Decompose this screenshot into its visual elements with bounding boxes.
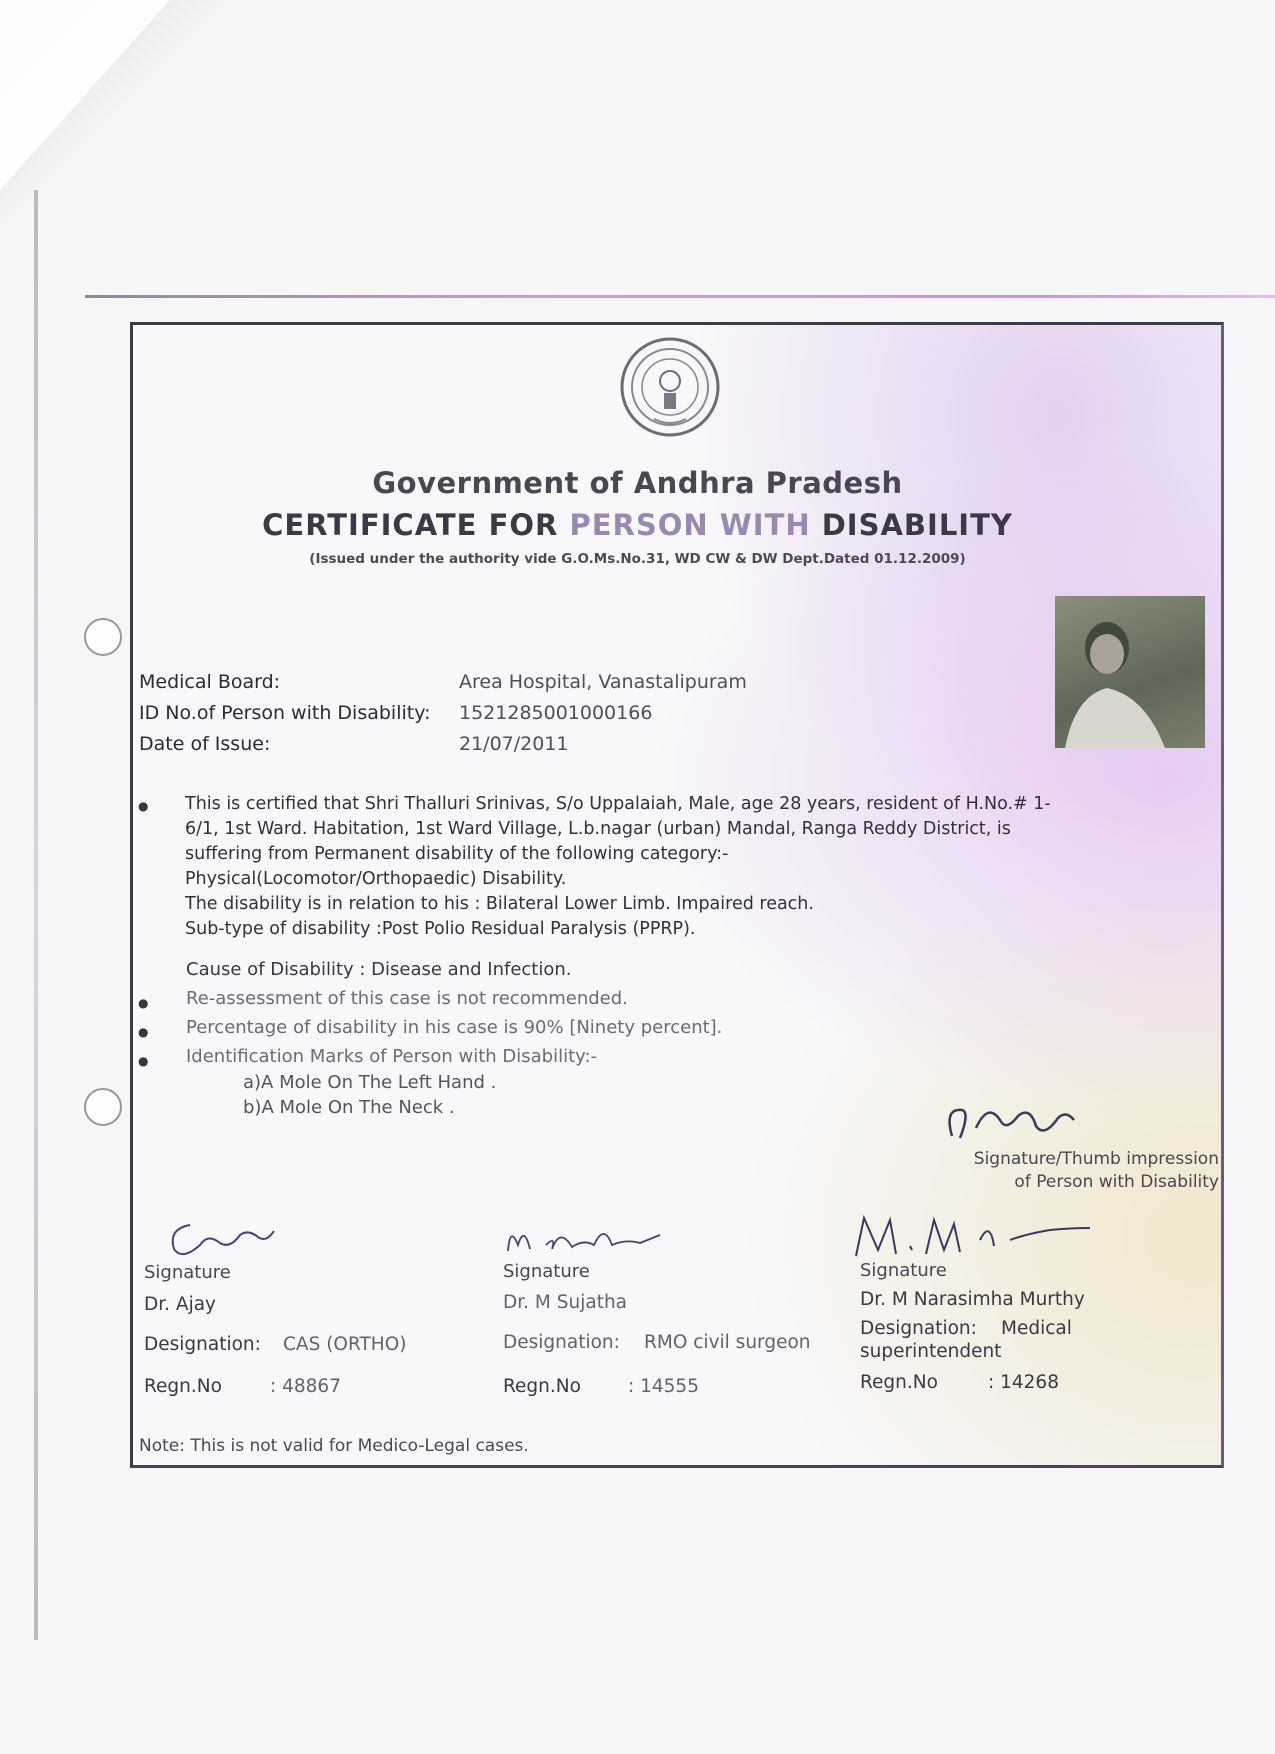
person-silhouette-icon [1055, 596, 1205, 748]
regn-value: : 48867 [270, 1376, 341, 1397]
bullet: ● [138, 1025, 149, 1039]
doctor-name: Dr. M Sujatha [503, 1292, 628, 1313]
medical-board-label: Medical Board: [139, 671, 281, 693]
percentage-line: Percentage of disability in his case is 90% [Ninety percent]. [186, 1017, 723, 1038]
cert-line: suffering from Permanent disability of the following category:- [185, 844, 729, 864]
designation-value: CAS (ORTHO) [283, 1334, 407, 1355]
designation-label: Designation: [144, 1334, 261, 1355]
punch-hole [84, 618, 122, 656]
cert-line: This is certified that Shri Thalluri Srinivas, S/o Uppalaiah, Male, age 28 years, resident of H.No.# 1- [185, 794, 1051, 814]
identification-mark-a: a)A Mole On The Left Hand . [243, 1072, 497, 1093]
cert-line: The disability is in relation to his : Bilateral Lower Limb. Impaired reach. [185, 894, 814, 914]
cert-line: 6/1, 1st Ward. Habitation, 1st Ward Village, L.b.nagar (urban) Mandal, Ranga Reddy District, is [185, 819, 1011, 839]
signature-label: Signature [144, 1262, 231, 1283]
date-label: Date of Issue: [139, 733, 271, 755]
cause-of-disability: Cause of Disability : Disease and Infection. [186, 959, 572, 980]
designation-value: RMO civil surgeon [644, 1332, 811, 1353]
signature-label: Signature [860, 1260, 947, 1281]
certification-paragraph [185, 792, 1180, 942]
top-rule [85, 295, 1275, 298]
doctor-signature-scribble [500, 1215, 700, 1261]
identification-marks-heading: Identification Marks of Person with Disability:- [186, 1046, 598, 1067]
regn-value: : 14268 [988, 1372, 1059, 1393]
authority-line: (Issued under the authority vide G.O.Ms.No.31, WD CW & DW Dept.Dated 01.12.2009) [309, 551, 966, 567]
doctor-name: Dr. M Narasimha Murthy [860, 1289, 1085, 1310]
cert-line: Physical(Locomotor/Orthopaedic) Disability. [185, 869, 567, 889]
signature-label: Signature [503, 1261, 590, 1282]
title-part-3: DISABILITY [821, 508, 1013, 542]
doctor-name: Dr. Ajay [144, 1294, 216, 1315]
designation-label: Designation: [860, 1318, 977, 1339]
reassessment-line: Re-assessment of this case is not recommended. [186, 988, 628, 1009]
bullet: ● [138, 996, 149, 1010]
bullet: ● [138, 1054, 149, 1068]
paper-edge [34, 190, 38, 1640]
doctor-signature-scribble [160, 1215, 280, 1265]
patient-signature-scribble [940, 1098, 1080, 1148]
date-value: 21/07/2011 [459, 733, 569, 755]
certificate-title [0, 508, 1275, 542]
regn-label: Regn.No [860, 1372, 938, 1393]
patient-signature-caption: Signature/Thumb impression [973, 1149, 1219, 1169]
regn-label: Regn.No [503, 1376, 581, 1397]
doctor-signature-scribble [850, 1210, 1100, 1264]
folded-corner [0, 0, 170, 190]
designation-value-line2: superintendent [860, 1341, 1002, 1362]
cert-line: Sub-type of disability :Post Polio Residual Paralysis (PPRP). [185, 919, 696, 939]
title-part-2: PERSON WITH [569, 508, 811, 542]
regn-label: Regn.No [144, 1376, 222, 1397]
id-value: 1521285001000166 [459, 702, 653, 724]
patient-signature-caption: of Person with Disability [1014, 1172, 1219, 1192]
punch-hole [84, 1088, 122, 1126]
government-title: Government of Andhra Pradesh [372, 466, 903, 500]
person-photo [1055, 596, 1205, 748]
bullet: ● [138, 799, 149, 813]
regn-value: : 14555 [628, 1376, 699, 1397]
id-label: ID No.of Person with Disability: [139, 702, 431, 724]
designation-label: Designation: [503, 1332, 620, 1353]
title-part-1: CERTIFICATE FOR [262, 508, 559, 542]
identification-mark-b: b)A Mole On The Neck . [243, 1097, 455, 1118]
state-emblem-icon [618, 335, 722, 439]
medical-board-value: Area Hospital, Vanastalipuram [459, 671, 747, 693]
validity-note: Note: This is not valid for Medico-Legal cases. [139, 1436, 529, 1456]
designation-value: Medical [1001, 1318, 1072, 1339]
